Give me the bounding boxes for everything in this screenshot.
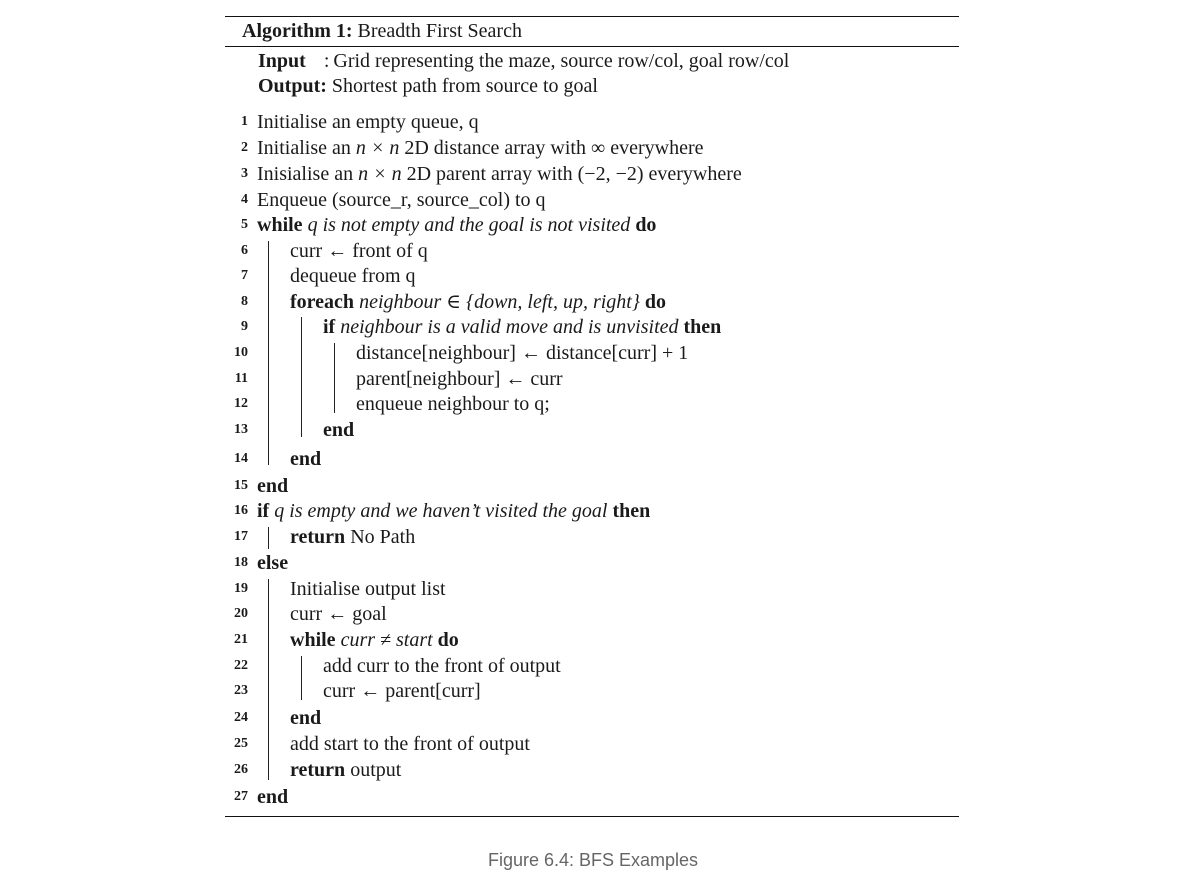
- stmt: dequeue from q: [290, 265, 416, 287]
- line-number: 20: [234, 606, 248, 621]
- keyword: then: [612, 500, 651, 522]
- output-label: Output:: [258, 75, 327, 97]
- algo-line: [225, 473, 959, 499]
- line-number: 24: [234, 710, 248, 725]
- algo-line: [225, 601, 959, 627]
- line-number: 27: [234, 789, 248, 804]
- line-text: [356, 391, 550, 417]
- title-rule: [225, 46, 959, 47]
- output-spec: [258, 73, 598, 99]
- line-number: 7: [241, 268, 248, 283]
- keyword: then: [683, 316, 722, 338]
- line-text: [356, 340, 688, 366]
- line-text: [290, 601, 387, 627]
- stmt: parent[neighbour] ← curr: [356, 368, 563, 390]
- algo-line: [225, 263, 959, 289]
- algo-line: [225, 653, 959, 679]
- line-number: 5: [241, 217, 248, 232]
- line-number: 17: [234, 529, 248, 544]
- algo-line: [225, 524, 959, 550]
- foreach-block-bar: [301, 317, 302, 437]
- algo-line: [225, 366, 959, 392]
- line-text: [257, 187, 546, 213]
- algo-line: [225, 757, 959, 783]
- line-text: [290, 576, 446, 602]
- while-block-bar: [268, 241, 269, 465]
- stmt: No Path: [345, 526, 416, 548]
- line-text: [356, 366, 563, 392]
- line-text: [257, 212, 656, 238]
- algo-line: [225, 391, 959, 417]
- stmt: distance[neighbour] ← distance[curr] + 1: [356, 342, 689, 364]
- line-text: [290, 705, 321, 731]
- algo-line: [225, 627, 959, 653]
- stmt: curr ← parent[curr]: [323, 680, 481, 702]
- line-number: 11: [234, 371, 248, 386]
- if-block-bar: [334, 343, 335, 413]
- algo-line: [225, 289, 959, 315]
- line-number: 4: [241, 192, 248, 207]
- stmt: Inisialise an: [257, 163, 359, 185]
- keyword: while: [290, 629, 336, 651]
- line-text: [290, 263, 416, 289]
- condition: curr ≠ start: [335, 629, 438, 651]
- keyword: end: [257, 786, 289, 808]
- line-text: [323, 314, 721, 340]
- keyword: do: [437, 629, 459, 651]
- condition: neighbour is a valid move and is unvisited: [335, 316, 684, 338]
- algo-line: [225, 161, 959, 187]
- line-text: [290, 524, 415, 550]
- line-number: 16: [234, 503, 248, 518]
- line-number: 1: [241, 114, 248, 129]
- algo-line: [225, 576, 959, 602]
- algo-line: [225, 340, 959, 366]
- line-number: 26: [234, 762, 248, 777]
- line-text: [290, 238, 428, 264]
- algo-line: [225, 212, 959, 238]
- line-text: [257, 550, 288, 576]
- math-term: n × n: [355, 137, 400, 159]
- line-text: [323, 678, 481, 704]
- algo-line: [225, 446, 959, 472]
- keyword: if: [323, 316, 336, 338]
- line-number: 21: [234, 632, 248, 647]
- stmt: output: [345, 759, 402, 781]
- input-spec: [258, 48, 789, 74]
- bottom-rule: [225, 816, 959, 817]
- keyword: do: [644, 291, 666, 313]
- algo-line: [225, 705, 959, 731]
- condition: q is not empty and the goal is not visited: [302, 214, 636, 236]
- line-number: 13: [234, 422, 248, 437]
- line-text: [323, 653, 561, 679]
- algo-line: [225, 238, 959, 264]
- line-number: 10: [234, 345, 248, 360]
- stmt: Initialise an: [257, 137, 356, 159]
- algo-line: [225, 135, 959, 161]
- algo-line: [225, 109, 959, 135]
- stmt: 2D distance array with ∞ everywhere: [399, 137, 704, 159]
- keyword: foreach: [290, 291, 355, 313]
- keyword: while: [257, 214, 303, 236]
- algorithm-label: Algorithm 1:: [242, 20, 353, 42]
- line-number: 12: [234, 396, 248, 411]
- stmt: Initialise an empty queue, q: [257, 111, 479, 133]
- line-text: [290, 446, 321, 472]
- stmt: add curr to the front of output: [323, 655, 561, 677]
- top-rule: [225, 16, 959, 17]
- figure-caption: Figure 6.4: BFS Examples: [487, 850, 699, 870]
- keyword: do: [635, 214, 657, 236]
- line-text: [257, 135, 704, 161]
- line-number: 19: [234, 581, 248, 596]
- stmt: add start to the front of output: [290, 733, 530, 755]
- input-text: Grid representing the maze, source row/col, goal row/col: [333, 50, 790, 72]
- keyword: return: [290, 526, 346, 548]
- keyword: end: [290, 707, 322, 729]
- algorithm-title: [242, 18, 522, 44]
- keyword: else: [257, 552, 289, 574]
- algo-line: [225, 678, 959, 704]
- stmt: Initialise output list: [290, 578, 446, 600]
- line-number: 23: [234, 683, 248, 698]
- line-number: 6: [241, 243, 248, 258]
- line-number: 2: [241, 140, 248, 155]
- algo-line: [225, 187, 959, 213]
- keyword: end: [257, 475, 289, 497]
- keyword: end: [290, 448, 322, 470]
- math-term: n × n: [358, 163, 402, 185]
- line-number: 25: [234, 736, 248, 751]
- keyword: if: [257, 500, 270, 522]
- line-text: [290, 627, 459, 653]
- line-number: 8: [241, 294, 248, 309]
- algo-line: [225, 550, 959, 576]
- line-text: [290, 731, 530, 757]
- condition: neighbour ∈ {down, left, up, right}: [354, 291, 645, 313]
- line-number: 9: [241, 319, 248, 334]
- stmt: enqueue neighbour to q;: [356, 393, 550, 415]
- algo-line: [225, 417, 959, 443]
- inner-while-block-bar: [301, 656, 302, 700]
- line-text: [257, 473, 288, 499]
- algorithm-name: Breadth First Search: [357, 20, 522, 42]
- line-number: 15: [234, 478, 248, 493]
- line-text: [257, 784, 288, 810]
- line-number: 22: [234, 658, 248, 673]
- line-text: [257, 161, 742, 187]
- stmt: Enqueue (source_r, source_col) to q: [257, 189, 546, 211]
- line-number: 18: [234, 555, 248, 570]
- algo-line: [225, 784, 959, 810]
- line-text: [290, 289, 666, 315]
- line-text: [290, 757, 401, 783]
- algo-line: [225, 731, 959, 757]
- line-number: 14: [234, 451, 248, 466]
- input-separator: :: [323, 50, 330, 72]
- algo-line: [225, 498, 959, 524]
- line-text: [257, 498, 650, 524]
- keyword: end: [323, 419, 355, 441]
- input-label: Input: [258, 50, 306, 72]
- condition: q is empty and we haven’t visited the goal: [269, 500, 613, 522]
- line-text: [257, 109, 479, 135]
- stmt: 2D parent array with (−2, −2) everywhere: [401, 163, 742, 185]
- stmt: curr ← goal: [290, 603, 387, 625]
- line-number: 3: [241, 166, 248, 181]
- output-text: Shortest path from source to goal: [331, 75, 598, 97]
- line-text: [323, 417, 354, 443]
- keyword: return: [290, 759, 346, 781]
- algo-line: [225, 314, 959, 340]
- then-block-bar: [268, 527, 269, 549]
- else-block-bar: [268, 579, 269, 780]
- stmt: curr ← front of q: [290, 240, 428, 262]
